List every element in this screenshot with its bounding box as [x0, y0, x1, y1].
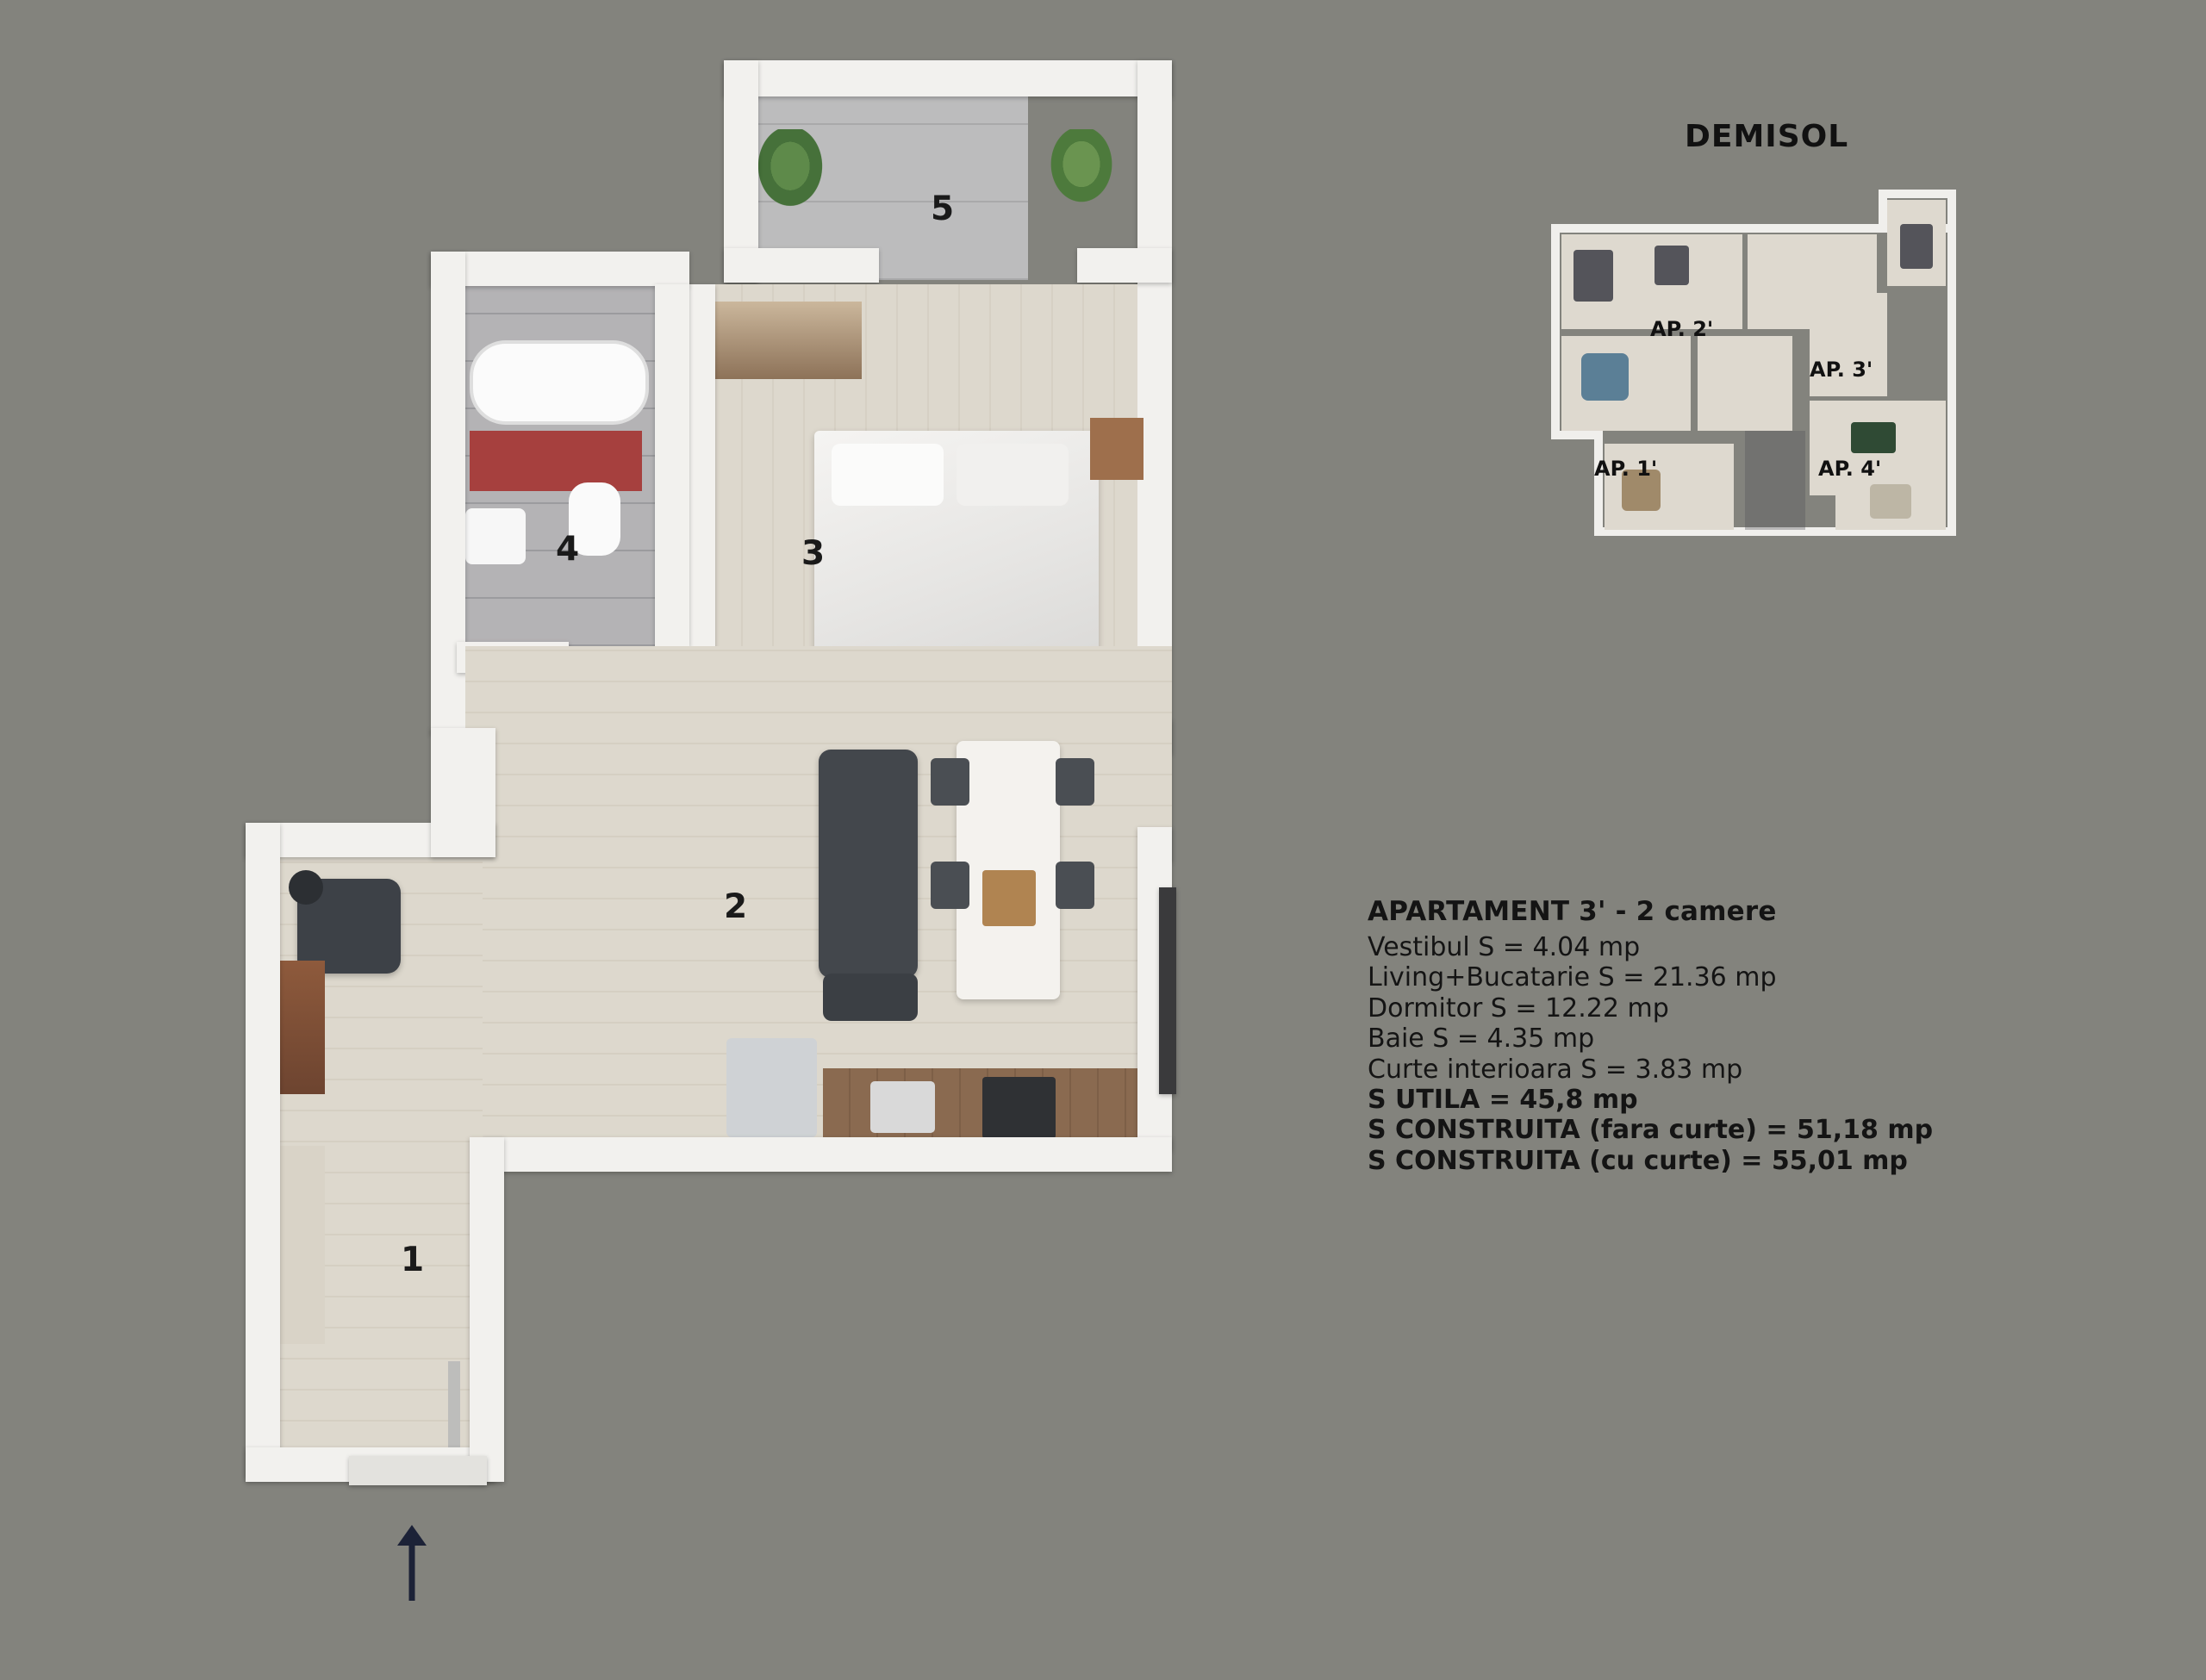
entrance-arrow-icon: [392, 1525, 432, 1602]
table-tray-icon: [982, 870, 1036, 926]
wardrobe-icon: [689, 302, 862, 379]
wall: [470, 1137, 504, 1482]
mini-label-ap4: AP. 4': [1818, 457, 1882, 481]
wall-opening: [1159, 887, 1176, 1094]
spec-total-construita-cu-curte: S CONSTRUITA (cu curte) = 55,01 mp: [1368, 1145, 1908, 1176]
mini-stairs: [1745, 431, 1805, 530]
mini-wall: [1879, 190, 1887, 233]
wall: [724, 60, 1172, 96]
wall: [655, 284, 689, 646]
entry-door: [349, 1456, 487, 1485]
wall: [431, 252, 689, 286]
mini-wall: [1594, 431, 1603, 534]
room-number-3: 3: [801, 534, 826, 573]
wall: [724, 248, 879, 283]
mini-furniture: [1870, 484, 1911, 519]
apartment-specs: [1368, 896, 2186, 1177]
dining-chair-icon: [1056, 862, 1094, 909]
plant-icon: [1047, 129, 1116, 207]
stove-icon: [982, 1077, 1056, 1139]
sink-icon: [870, 1081, 935, 1133]
room-number-4: 4: [556, 530, 580, 569]
mini-room: [1698, 336, 1792, 431]
spec-row-dormitor: Dormitor S = 12.22 mp: [1368, 992, 1669, 1024]
mini-label-ap1: AP. 1': [1594, 457, 1658, 481]
sink-icon: [465, 508, 526, 564]
wall: [246, 823, 280, 1478]
stair-rail-icon: [448, 1361, 460, 1456]
bath-red-mat-icon: [470, 431, 642, 491]
mini-label-ap2: AP. 2': [1650, 317, 1714, 341]
mini-wall: [1551, 224, 1560, 439]
mini-furniture: [1851, 422, 1896, 453]
floor-lamp-icon: [289, 870, 323, 905]
dining-chair-icon: [1056, 758, 1094, 806]
spec-row-curte: Curte interioara S = 3.83 mp: [1368, 1054, 1743, 1085]
mini-wall: [1879, 190, 1956, 198]
bathtub-icon: [470, 340, 649, 425]
dining-chair-icon: [931, 758, 969, 806]
pillow-icon: [832, 444, 944, 506]
spec-row-baie: Baie S = 4.35 mp: [1368, 1024, 1595, 1055]
mini-wall: [1947, 190, 1956, 534]
fridge-icon: [726, 1038, 817, 1137]
mini-furniture: [1573, 250, 1613, 302]
room-number-2: 2: [724, 887, 748, 926]
demisol-title: DEMISOL: [1685, 119, 1849, 154]
mini-furniture: [1654, 246, 1689, 285]
sofa-icon: [823, 974, 918, 1021]
spec-total-utila: S UTILA = 45,8 mp: [1368, 1085, 1638, 1116]
nightstand-icon: [1090, 418, 1144, 480]
wall: [483, 1137, 1172, 1172]
mini-label-ap3: AP. 3': [1810, 358, 1873, 382]
pillow-icon: [957, 444, 1069, 506]
mini-furniture: [1581, 353, 1629, 401]
spec-row-living: Living+Bucatarie S = 21.36 mp: [1368, 962, 1777, 993]
wall: [431, 728, 495, 857]
room-number-1: 1: [401, 1241, 425, 1279]
spec-heading: APARTAMENT 3' - 2 camere: [1368, 896, 1777, 927]
spec-total-construita-fara-curte: S CONSTRUITA (fara curte) = 51,18 mp: [1368, 1115, 1934, 1146]
dining-chair-icon: [931, 862, 969, 909]
demisol-mini-plan: [1551, 172, 2051, 638]
sofa-icon: [819, 750, 918, 978]
room-number-5: 5: [931, 190, 955, 228]
info-panel: [1344, 0, 2206, 1680]
wall: [1077, 248, 1172, 283]
mini-furniture: [1900, 224, 1933, 269]
plant-icon: [754, 129, 826, 211]
spec-row-vestibul: Vestibul S = 4.04 mp: [1368, 932, 1641, 962]
